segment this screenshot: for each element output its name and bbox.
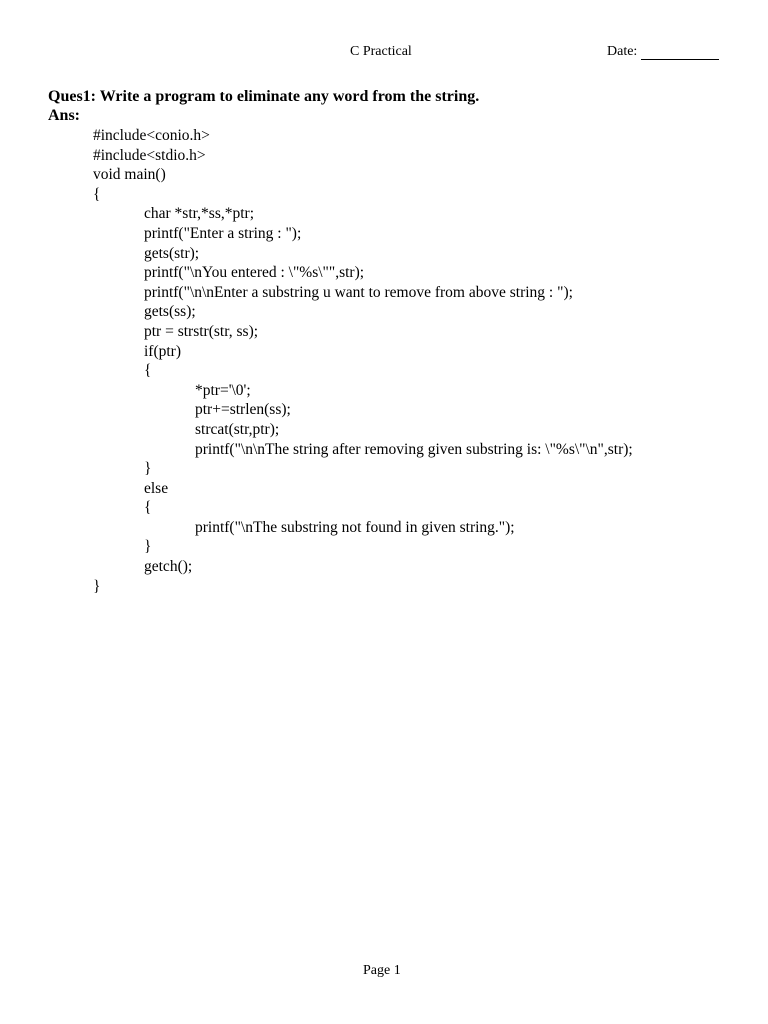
code-line: printf("\n\nEnter a substring u want to remove from above string : "); [144, 283, 573, 301]
page-number: Page 1 [363, 963, 401, 978]
code-line: } [93, 577, 101, 595]
header-title: C Practical [350, 44, 412, 59]
code-line: printf("\n\nThe string after removing given substring is: \"%s\"\n",str); [195, 440, 633, 458]
code-line: { [144, 362, 152, 380]
code-line: printf("\nThe substring not found in given string."); [195, 518, 515, 536]
code-line: { [93, 185, 101, 203]
header-date [607, 44, 719, 60]
code-line: #include<conio.h> [93, 127, 210, 144]
answer-label: Ans: [48, 107, 81, 124]
code-line: *ptr='\0'; [195, 381, 251, 399]
code-line: void main() [93, 166, 166, 184]
code-line: if(ptr) [144, 342, 182, 360]
question-heading: Ques1: Write a program to eliminate any word from the string. [48, 88, 480, 105]
code-line: } [144, 538, 152, 556]
code-line: getch(); [144, 558, 193, 576]
code-line: #include<stdio.h> [93, 146, 206, 164]
code-line: strcat(str,ptr); [195, 420, 280, 438]
code-line: char *str,*ss,*ptr; [144, 205, 255, 223]
date-blank-line [641, 45, 719, 60]
date-label: Date: [607, 44, 638, 59]
code-line: ptr = strstr(str, ss); [144, 322, 259, 340]
code-line: gets(str); [144, 244, 200, 262]
code-line: printf("Enter a string : "); [144, 224, 302, 242]
code-line: printf("\nYou entered : \"%s\"",str); [144, 264, 365, 282]
code-line: { [144, 499, 152, 517]
code-line: } [144, 460, 152, 478]
code-line: else [144, 479, 169, 497]
code-block [0, 126, 768, 596]
code-line: gets(ss); [144, 303, 196, 321]
code-line: ptr+=strlen(ss); [195, 401, 291, 419]
